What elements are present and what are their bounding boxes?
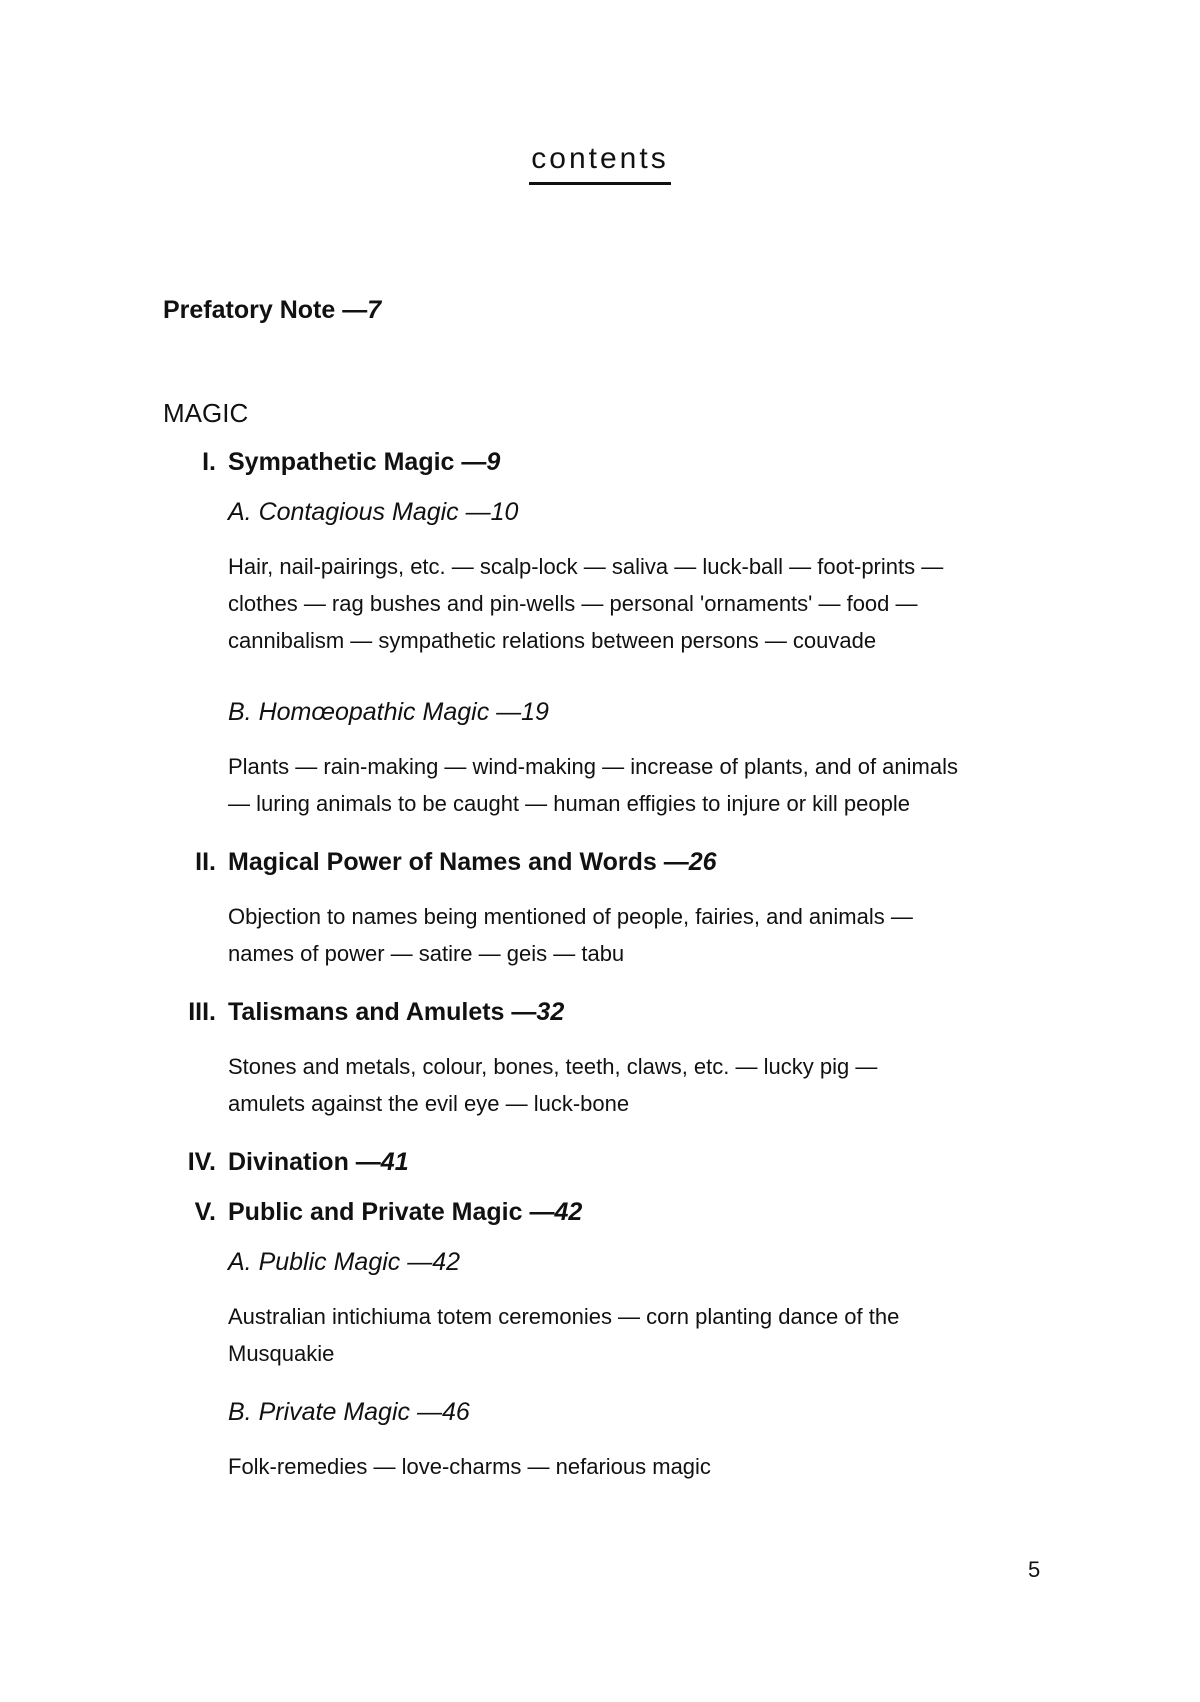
toc-page-ref: 41 (380, 1148, 409, 1176)
description-line: clothes — rag bushes and pin-wells — personal 'ornaments' — food — (228, 591, 918, 616)
toc-page-ref: 7 (367, 296, 382, 324)
toc-page-ref: 46 (441, 1398, 470, 1426)
toc-description-1b (228, 748, 958, 822)
page-number: 5 (1028, 1557, 1041, 1582)
toc-entry-title: Talismans and Amulets (228, 998, 505, 1026)
toc-description-1a (228, 548, 943, 659)
toc-section-5: V. Public and Private Magic —42 (228, 1198, 582, 1227)
toc-section-2: II. Magical Power of Names and Words —26 (228, 848, 717, 877)
toc-subsection-title: A. Public Magic (228, 1248, 401, 1276)
toc-subsection-1b: B. Homœopathic Magic —19 (228, 698, 549, 726)
toc-page-ref: 26 (688, 848, 717, 876)
toc-entry-title: Public and Private Magic (228, 1198, 523, 1226)
toc-page-ref: 19 (521, 698, 549, 726)
description-line: — luring animals to be caught — human effigies to injure or kill people (228, 791, 910, 816)
section-numeral: II. (195, 848, 216, 876)
section-numeral: III. (188, 998, 216, 1026)
toc-entry-title: Sympathetic Magic (228, 448, 455, 476)
toc-section-4: IV. Divination —41 (228, 1148, 409, 1177)
description-line: Musquakie (228, 1341, 335, 1366)
description-line: Stones and metals, colour, bones, teeth, claws, etc. — lucky pig — (228, 1054, 878, 1079)
toc-subsection-title: B. Private Magic (228, 1398, 411, 1426)
toc-subsection-1a: A. Contagious Magic —10 (228, 498, 519, 526)
toc-entry-title: Prefatory Note (163, 296, 336, 324)
toc-entry-prefatory-note: Prefatory Note —7 (163, 296, 382, 324)
toc-description-5a (228, 1298, 899, 1372)
toc-section-1: I. Sympathetic Magic —9 (228, 448, 500, 477)
toc-entry-title: Magical Power of Names and Words (228, 848, 657, 876)
toc-subsection-5a: A. Public Magic —42 (228, 1248, 461, 1276)
toc-page-ref: 42 (432, 1248, 461, 1276)
toc-page-ref: 32 (536, 998, 565, 1026)
section-numeral: V. (194, 1198, 216, 1226)
page-header (0, 142, 1200, 185)
description-line: Hair, nail-pairings, etc. — scalp-lock — saliva — luck-ball — foot-prints — (228, 554, 944, 579)
toc-subsection-title: B. Homœopathic Magic (228, 698, 490, 726)
toc-section-3: III. Talismans and Amulets —32 (228, 998, 564, 1027)
description-line: names of power — satire — geis — tabu (228, 941, 625, 966)
toc-page-ref: 42 (554, 1198, 583, 1226)
toc-page-ref: 9 (486, 448, 501, 476)
description-line: Folk-remedies — love-charms — nefarious magic (228, 1454, 711, 1479)
description-line: amulets against the evil eye — luck-bone (228, 1091, 630, 1116)
toc-description-5b (228, 1448, 711, 1485)
description-line: Plants — rain-making — wind-making — increase of plants, and of animals (228, 754, 958, 779)
toc-description-3 (228, 1048, 877, 1122)
description-line: Objection to names being mentioned of people, fairies, and animals — (228, 904, 913, 929)
page-title: contents (529, 142, 670, 185)
toc-subsection-5b: B. Private Magic —46 (228, 1398, 470, 1426)
part-heading: MAGIC (163, 398, 249, 428)
toc-subsection-title: A. Contagious Magic (228, 498, 459, 526)
toc-description-2 (228, 898, 913, 972)
description-line: cannibalism — sympathetic relations between persons — couvade (228, 628, 877, 653)
toc-page-ref: 10 (490, 498, 519, 526)
section-numeral: IV. (187, 1148, 216, 1176)
description-line: Australian intichiuma totem ceremonies — corn planting dance of the (228, 1304, 900, 1329)
toc-entry-title: Divination (228, 1148, 349, 1176)
section-numeral: I. (202, 448, 216, 476)
